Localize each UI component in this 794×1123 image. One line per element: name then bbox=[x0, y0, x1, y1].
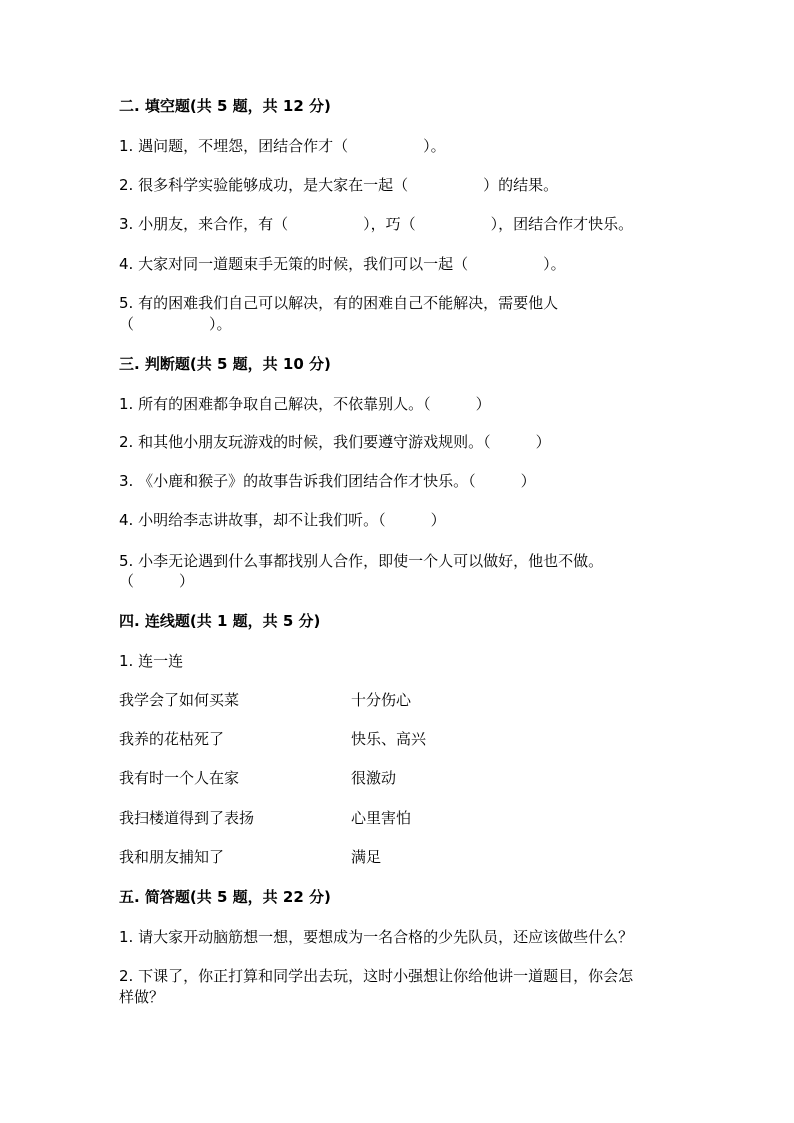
match-right-item: 快乐、高兴 bbox=[351, 730, 427, 748]
short-question-2-line-1: 2. 下课了，你正打算和同学出去玩，这时小强想让你给他讲一道题目，你会怎 bbox=[119, 967, 634, 985]
judge-question-2: 2. 和其他小朋友玩游戏的时候，我们要遵守游戏规则。（ ） bbox=[119, 433, 551, 451]
match-left-item: 我和朋友捕知了 bbox=[119, 848, 225, 866]
judge-question-4: 4. 小明给李志讲故事，却不让我们听。（ ） bbox=[119, 511, 446, 529]
fill-question-4: 4. 大家对同一道题束手无策的时候，我们可以一起（ ）。 bbox=[119, 255, 566, 273]
match-right-item: 十分伤心 bbox=[351, 691, 412, 709]
match-left-item: 我学会了如何买菜 bbox=[119, 691, 240, 709]
match-left-item: 我有时一个人在家 bbox=[119, 769, 240, 787]
short-question-2-line-2: 样做？ bbox=[119, 988, 165, 1006]
judge-question-5-line-2: （ ） bbox=[119, 572, 195, 590]
judge-question-1: 1. 所有的困难都争取自己解决，不依靠别人。（ ） bbox=[119, 395, 491, 413]
match-right-item: 很激动 bbox=[351, 769, 397, 787]
section-heading-short: 五. 简答题(共 5 题，共 22 分) bbox=[119, 888, 331, 906]
fill-question-5-line-1: 5. 有的困难我们自己可以解决，有的困难自己不能解决，需要他人 bbox=[119, 294, 559, 312]
section-heading-match: 四. 连线题(共 1 题，共 5 分) bbox=[119, 612, 321, 630]
fill-question-1: 1. 遇问题，不埋怨，团结合作才（ ）。 bbox=[119, 137, 446, 155]
fill-question-5-line-2: （ ）。 bbox=[119, 315, 232, 333]
match-question-1: 1. 连一连 bbox=[119, 652, 184, 670]
fill-question-2: 2. 很多科学实验能够成功，是大家在一起（ ）的结果。 bbox=[119, 176, 559, 194]
judge-question-3: 3. 《小鹿和猴子》的故事告诉我们团结合作才快乐。（ ） bbox=[119, 472, 536, 490]
section-heading-fill: 二. 填空题(共 5 题，共 12 分) bbox=[119, 97, 331, 115]
match-right-item: 满足 bbox=[351, 848, 382, 866]
match-right-item: 心里害怕 bbox=[351, 809, 412, 827]
match-left-item: 我扫楼道得到了表扬 bbox=[119, 809, 255, 827]
match-left-item: 我养的花枯死了 bbox=[119, 730, 225, 748]
short-question-1: 1. 请大家开动脑筋想一想，要想成为一名合格的少先队员，还应该做些什么？ bbox=[119, 928, 634, 946]
section-heading-judge: 三. 判断题(共 5 题，共 10 分) bbox=[119, 355, 331, 373]
judge-question-5-line-1: 5. 小李无论遇到什么事都找别人合作，即使一个人可以做好，他也不做。 bbox=[119, 552, 604, 570]
fill-question-3: 3. 小朋友，来合作，有（ ），巧（ ），团结合作才快乐。 bbox=[119, 215, 634, 233]
